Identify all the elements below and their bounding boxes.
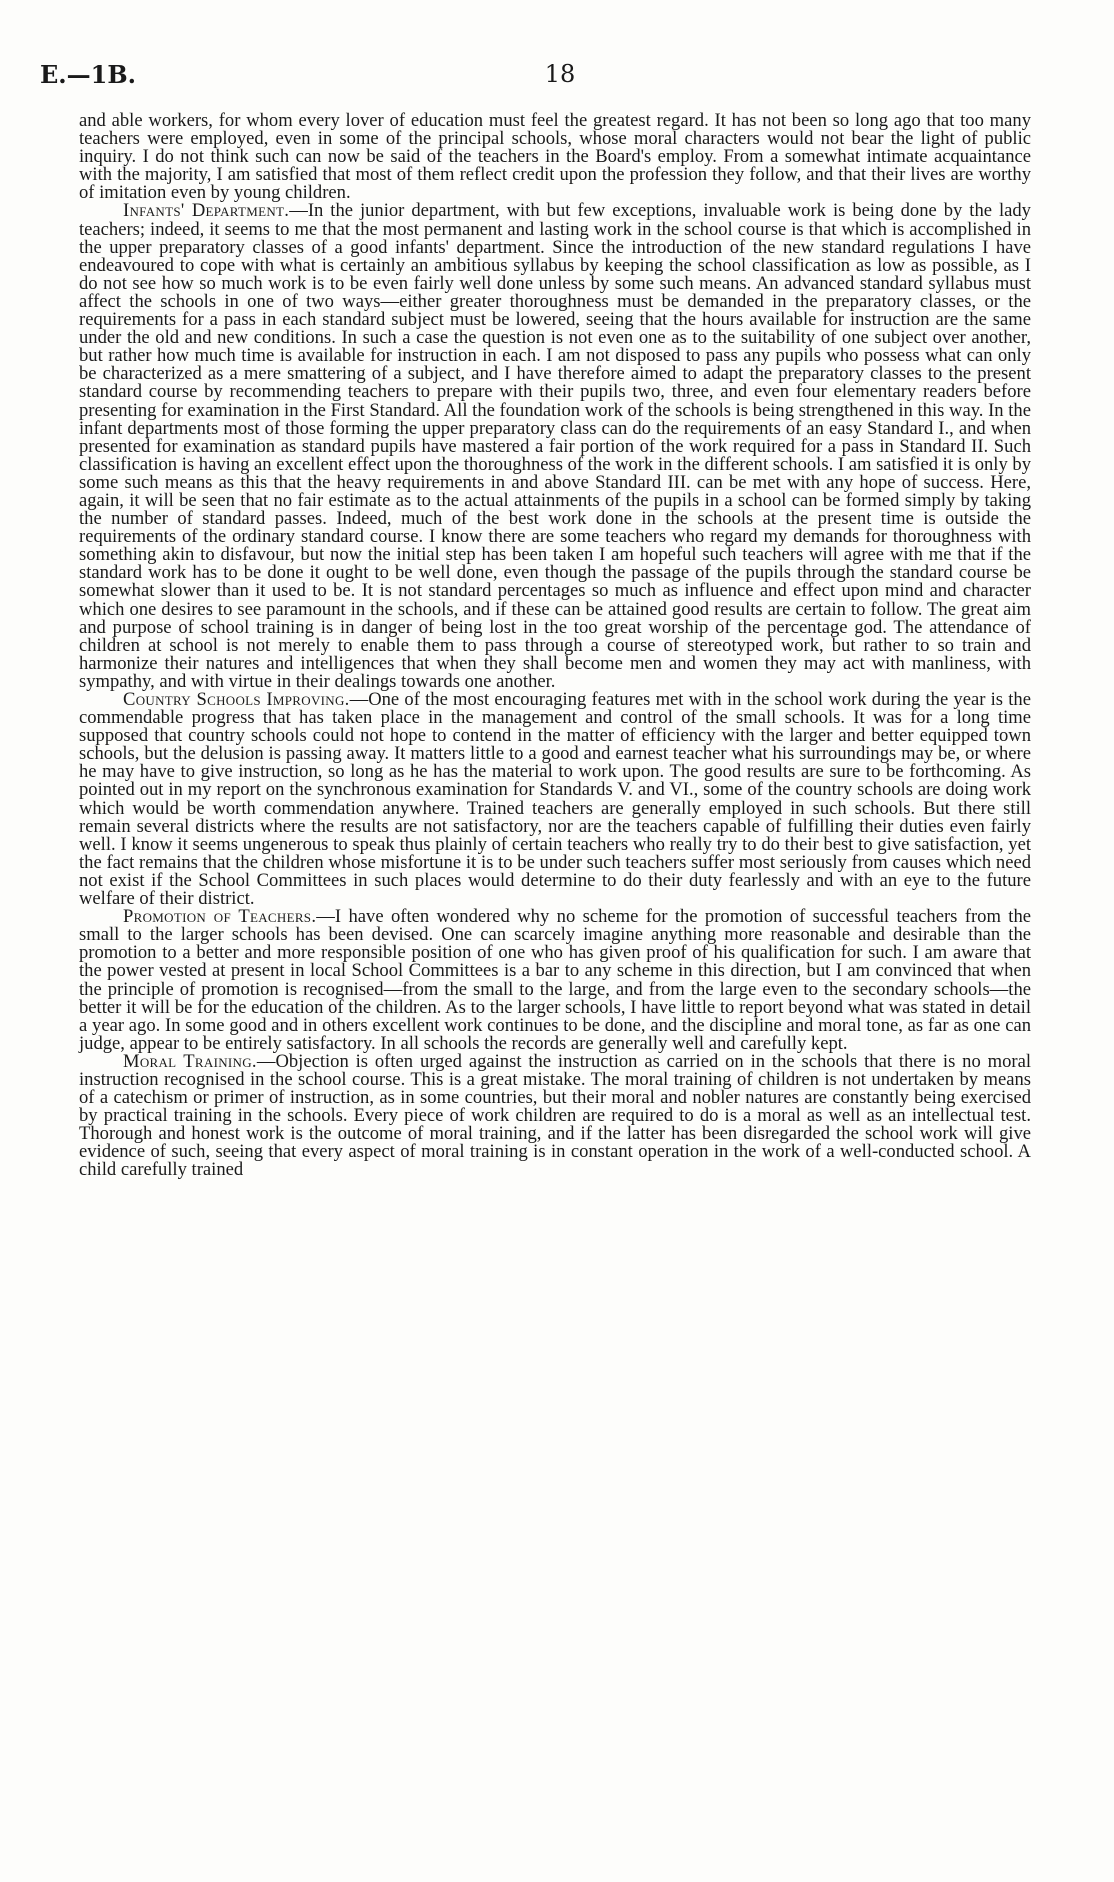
paragraph-text: —In the junior department, with but few exceptions, invaluable work is being done by the lady teachers; indeed, it seems to me that the most permanent and lasting work in the school course is that which is accomplished in the upper preparatory classes of a good infants' department. Since the introduction of the new standard regulations I have endeavoured to cope with what is certainly an ambitious syllabus by keeping the school classification as low as possible, as I do not see how so much work is to be even fairly well done unless by some such means. An advanced standard syllabus must affect the schools in one of two ways—either greater thoroughness must be demanded in the preparatory classes, or the requirements for a pass in each standard subject must be lowered, seeing that the hours available for instruction are the same under the old and new conditions. In such a case the question is not even one as to the suitability of one subject over another, but rather how much time is available for instruction in each. I am not disposed to pass any pupils who possess what can only be characterized as a mere smattering of a subject, and I have therefore aimed to adapt the preparatory classes to the present standard course by recommending teachers to prepare with their pupils two, three, and even four elementary readers before presenting for examination in the First Standard. All the foundation work of the schools is being strengthened in this way. In the infant departments most of those forming the upper preparatory class can do the requirements of an easy Standard I., and when presented for examination as standard pupils have mastered a fair portion of the work required for a pass in Standard II. Such classification is having an excellent effect upon the thoroughness of the work in the different schools. I am satisfied it is only by some such means as this that the heavy requirements in and above Standard III. can be met with any hope of success. Here, again, it will be seen that no fair estimate as to the actual attainments of the pupils in a school can be formed simply by taking the number of standard passes. Indeed, much of the best work done in the schools at the present time is outside the requirements of the ordinary standard course. I know there are some teachers who regard my demands for thoroughness with something akin to disfavour, but now the initial step has been taken I am hopeful such teachers will agree with me that if the standard work has to be done it ought to be well done, even though the passage of the pupils through the standard course be somewhat slower than it used to be. It is not standard percentages so much as influence and effect upon mind and character which one desires to see paramount in the schools, and if these can be attained good results are certain to follow. The great aim and purpose of school training is in danger of being lost in the too great worship of the percentage god. The attendance of children at school is not merely to enable them to pass through a course of stereotyped work, but rather to so train and harmonize their natures and intelligences that when they shall become men and women they may act with manliness, with sympathy, and with virtue in their dealings towards one another.: [79, 200, 1032, 692]
paragraph-infants-department: [79, 202, 1031, 691]
paragraph-text: —One of the most encouraging features met with in the school work during the year is the commendable progress that has taken place in the management and control of the small schools. It was for a long time supposed that country schools could not hope to contend in the matter of efficiency with the larger and better equipped town schools, but the delusion is passing away. It matters little to a good and earnest teacher what his surroundings may be, or where he may have to give instruction, so long as he has the material to work upon. The good results are sure to be forthcoming. As pointed out in my report on the synchronous examination for Standards V. and VI., some of the country schools are doing work which would be worth commendation anywhere. Trained teachers are generally employed in such schools. But there still remain several districts where the results are not satisfactory, nor are the teachers capable of fulfilling their duties even fairly well. I know it seems ungenerous to speak thus plainly of certain teachers who really try to do their best to give satisfaction, yet the fact remains that the children whose misfortune it is to be under such teachers suffer most seriously from causes which need not exist if the School Committees in such places would determine to do their duty fearlessly and with an eye to the future welfare of their district.: [79, 689, 1031, 910]
section-heading: Promotion of Teachers.: [123, 906, 317, 928]
section-heading: Country Schools Improving.: [123, 689, 350, 710]
paragraph-moral-training: [79, 1050, 1032, 1181]
body-text: [79, 112, 1031, 1180]
section-heading: Infants' Department.: [123, 200, 290, 222]
page-number: 18: [544, 60, 576, 88]
paragraph-text: and able workers, for whom every lover of education must feel the greatest regard. It has not been so long ago that too many teachers were employed, even in some of the principal schools, whose moral characters would not bear the light of public inquiry. I do not think such can now be said of the teachers in the Board's employ. From a somewhat intimate acquaintance with the majority, I am satisfied that most of them reflect credit upon the profession they follow, and that their lives are worthy of imitation even by young children.: [79, 110, 1031, 204]
paragraph-text: —Objection is often urged against the instruction as carried on in the schools that there is no moral instruction recognised in the school course. This is a great mistake. The moral training of children is not undertaken by means of a catechism or primer of instruction, as in some countries, but their moral and nobler natures are constantly being exercised by practical training in the schools. Every piece of work children are required to do is a moral as well as an intellectual test. Thorough and honest work is the outcome of moral training, and if the latter has been disregarded the school work will give evidence of such, seeing that every aspect of moral training is in constant operation in the work of a well-conducted school. A child carefully trained: [79, 1050, 1032, 1181]
document-reference: E.—1B.: [40, 60, 136, 89]
paragraph-promotion-of-teachers: [79, 908, 1031, 1053]
paragraph-country-schools: [79, 691, 1031, 908]
paragraph-continuation: [79, 112, 1031, 202]
paragraph-text: —I have often wondered why no scheme for the promotion of successful teachers from the small to the larger schools has been devised. One can scarcely imagine anything more reasonable and desirable than the promotion to a better and more responsible position of one who has given proof of his qualification for such. I am aware that the power vested at present in local School Committees is a bar to any scheme in this direction, but I am convinced that when the principle of promotion is recognised—from the small to the large, and from the large even to the secondary schools—the better it will be for the education of the children. As to the larger schools, I have little to report beyond what was stated in detail a year ago. In some good and in others excellent work continues to be done, and the discipline and moral tone, as far as one can judge, appear to be entirely satisfactory. In all schools the records are generally well and carefully kept.: [79, 906, 1032, 1054]
page-header: [40, 60, 1080, 100]
section-heading: Moral Training.: [123, 1050, 257, 1072]
